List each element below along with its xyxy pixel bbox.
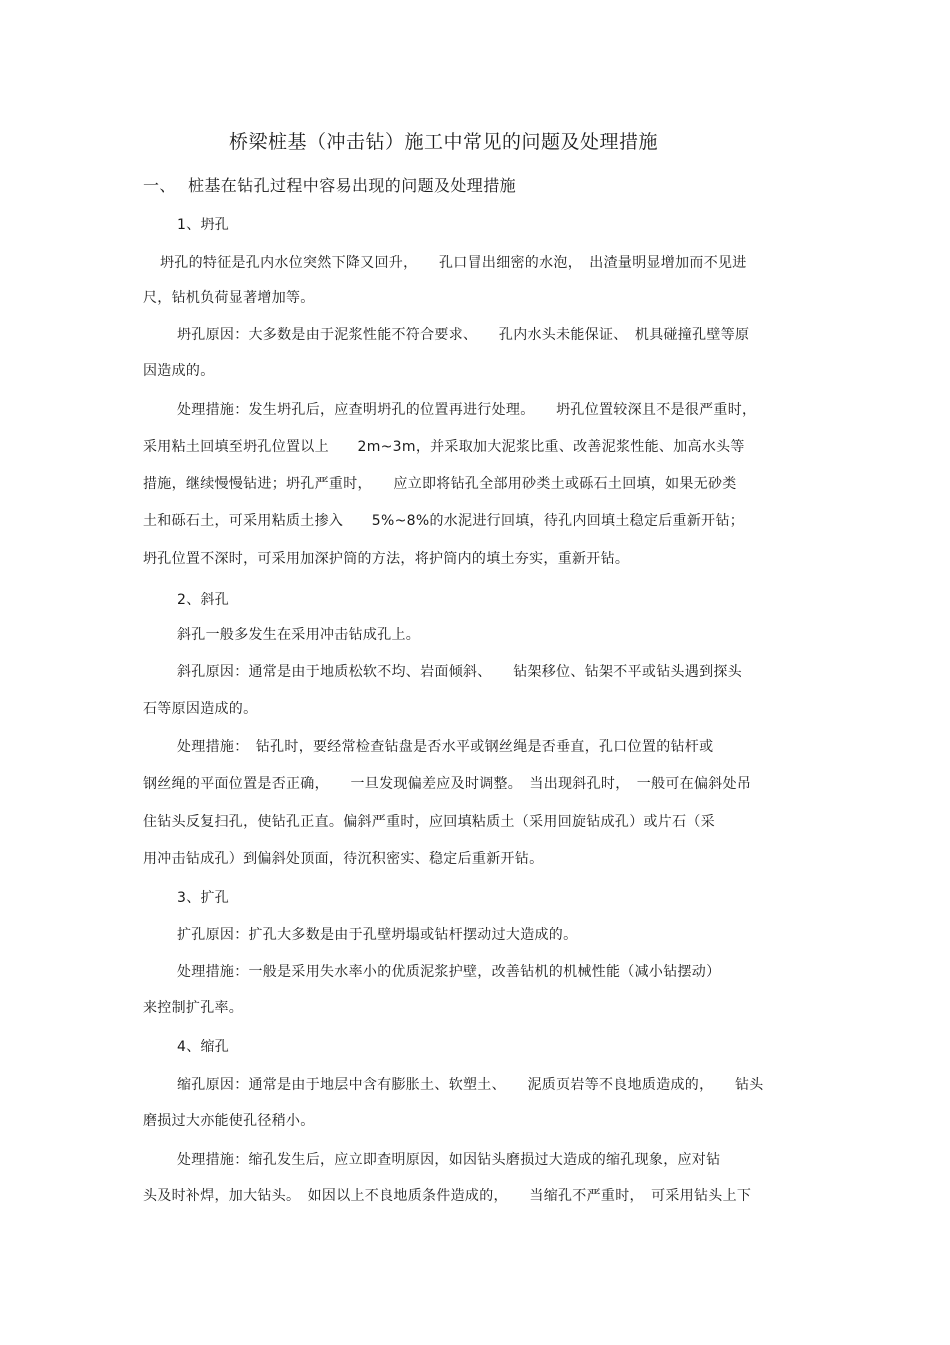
paragraph-line: 措施，继续慢慢钻进；坍孔严重时， 应立即将钻孔全部用砂类土或砾石土回填，如果无砂类 bbox=[143, 476, 737, 492]
paragraph-line: 头及时补焊，加大钻头。 如因以上不良地质条件造成的， 当缩孔不严重时， 可采用钻头上下 bbox=[143, 1188, 752, 1204]
paragraph-line: 用冲击钻成孔）到偏斜处顶面，待沉积密实、稳定后重新开钻。 bbox=[143, 851, 544, 867]
paragraph-line: 尺，钻机负荷显著增加等。 bbox=[143, 290, 315, 306]
section-heading: 桩基在钻孔过程中容易出现的问题及处理措施 bbox=[188, 176, 517, 195]
paragraph-line: 住钻头反复扫孔，使钻孔正直。偏斜严重时，应回填粘质土（采用回旋钻成孔）或片石（采 bbox=[143, 814, 715, 830]
document-title: 桥梁桩基（冲击钻）施工中常见的问题及处理措施 bbox=[229, 131, 659, 153]
paragraph-line: 来控制扩孔率。 bbox=[143, 1000, 244, 1016]
paragraph-line: 缩孔原因：通常是由于地层中含有膨胀土、软塑土、 泥质页岩等不良地质造成的， 钻头 bbox=[177, 1077, 764, 1093]
paragraph-line: 处理措施：发生坍孔后，应查明坍孔的位置再进行处理。 坍孔位置较深且不是很严重时， bbox=[177, 402, 757, 418]
subheading-hole-shrinkage: 4、缩孔 bbox=[177, 1039, 230, 1055]
paragraph-line: 处理措施： 钻孔时，要经常检查钻盘是否水平或钢丝绳是否垂直，孔口位置的钻杆或 bbox=[177, 739, 714, 755]
paragraph-line: 因造成的。 bbox=[143, 363, 215, 379]
paragraph-line: 斜孔一般多发生在采用冲击钻成孔上。 bbox=[177, 627, 421, 643]
paragraph-line: 坍孔位置不深时，可采用加深护筒的方法，将护筒内的填土夯实，重新开钻。 bbox=[143, 551, 630, 567]
paragraph-line: 土和砾石土，可采用粘质土掺入 5%~8%的水泥进行回填，待孔内回填土稳定后重新开钻； bbox=[143, 513, 745, 529]
paragraph-line: 坍孔原因：大多数是由于泥浆性能不符合要求、 孔内水头未能保证、 机具碰撞孔壁等原 bbox=[177, 327, 750, 343]
paragraph-line: 处理措施：缩孔发生后，应立即查明原因，如因钻头磨损过大造成的缩孔现象，应对钻 bbox=[177, 1152, 721, 1168]
section-heading-number: 一、 bbox=[143, 176, 176, 195]
paragraph-line: 钢丝绳的平面位置是否正确， 一旦发现偏差应及时调整。 当出现斜孔时， 一般可在偏斜处吊 bbox=[143, 776, 752, 792]
paragraph-line: 处理措施：一般是采用失水率小的优质泥浆护壁，改善钻机的机械性能（减小钻摆动） bbox=[177, 964, 721, 980]
paragraph-line: 扩孔原因：扩孔大多数是由于孔壁坍塌或钻杆摆动过大造成的。 bbox=[177, 927, 578, 943]
paragraph-line: 石等原因造成的。 bbox=[143, 701, 258, 717]
paragraph-line: 坍孔的特征是孔内水位突然下降又回升， 孔口冒出细密的水泡， 出渣量明显增加而不见进 bbox=[160, 255, 747, 271]
subheading-hole-expansion: 3、扩孔 bbox=[177, 890, 230, 906]
paragraph-line: 采用粘土回填至坍孔位置以上 2m~3m，并采取加大泥浆比重、改善泥浆性能、加高水头等 bbox=[143, 439, 745, 455]
subheading-collapse: 1、坍孔 bbox=[177, 217, 230, 233]
paragraph-line: 斜孔原因：通常是由于地质松软不均、岩面倾斜、 钻架移位、钻架不平或钻头遇到探头 bbox=[177, 664, 742, 680]
subheading-inclined-hole: 2、斜孔 bbox=[177, 592, 230, 608]
paragraph-line: 磨损过大亦能使孔径稍小。 bbox=[143, 1113, 315, 1129]
